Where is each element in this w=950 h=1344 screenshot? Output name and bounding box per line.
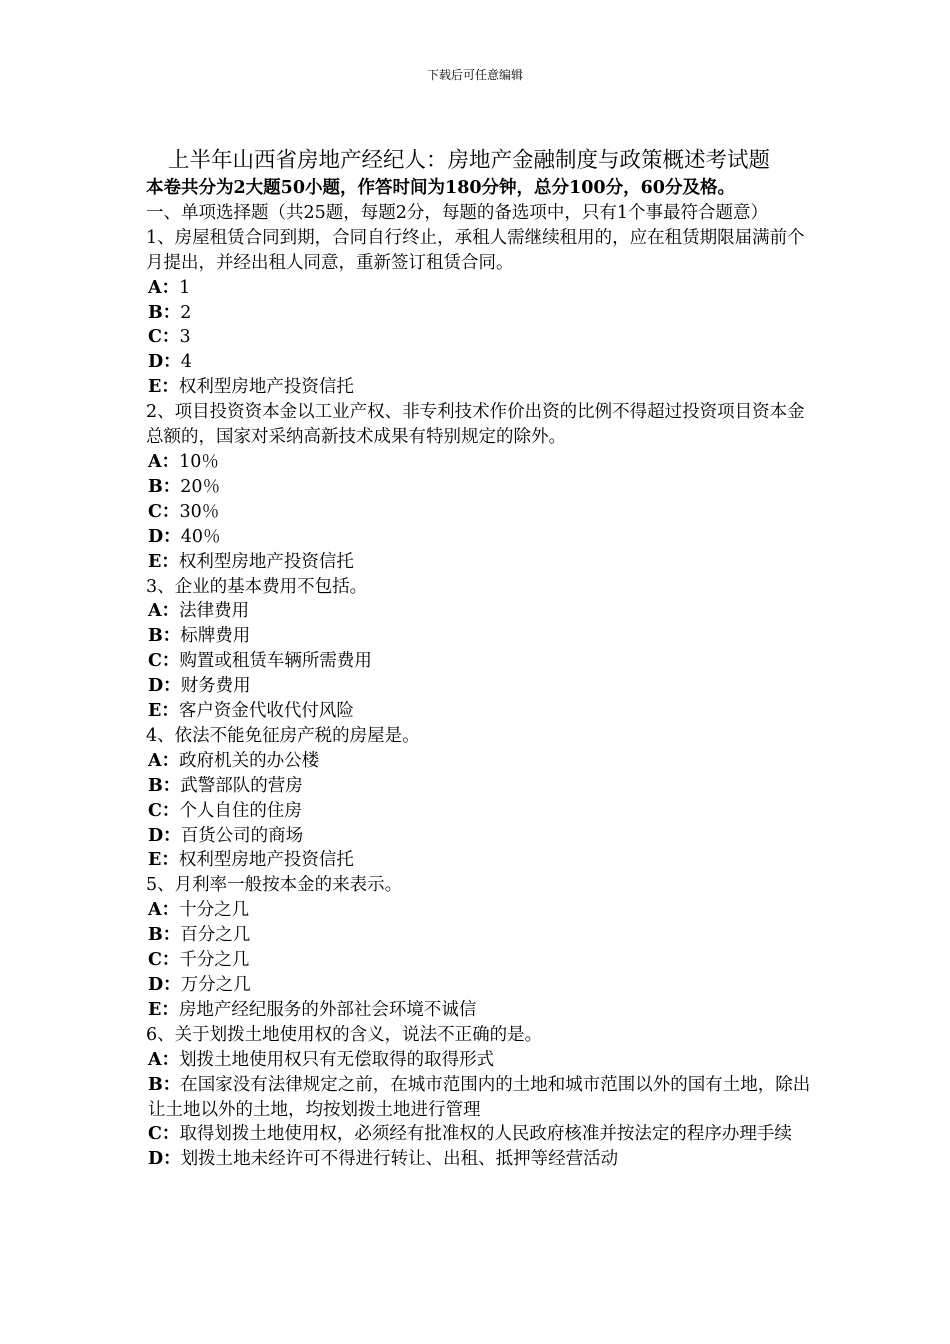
option-text: 40％ [180,526,221,547]
document-body [146,176,811,1172]
option-text: 千分之几 [179,950,250,971]
option-text: 20％ [180,476,221,497]
answer-option [146,325,811,350]
answer-option [146,649,811,674]
option-key: C： [148,950,180,971]
option-key: A： [148,750,180,771]
answer-option [146,624,811,649]
answer-option [146,599,811,624]
answer-option [146,475,811,500]
option-key: E： [148,701,179,722]
option-key: C： [148,327,180,348]
option-text: 标牌费用 [180,626,251,647]
answer-option [146,301,811,326]
question-item [146,400,811,574]
option-key: C： [148,1124,180,1145]
question-stem: 3、企业的基本费用不包括。 [146,576,368,597]
answer-option [146,699,811,724]
question-stem: 5、月利率一般按本金的来表示。 [146,875,403,896]
answer-option [146,898,811,923]
option-key: D： [148,1149,181,1170]
option-text: 划拨土地使用权只有无偿取得的取得形式 [179,1049,495,1070]
option-text: 房地产经纪服务的外部社会环境不诚信 [178,999,477,1020]
option-text: 1 [179,277,191,298]
answer-option [146,350,811,375]
option-text: 权利型房地产投资信托 [178,551,354,572]
question-item [146,575,811,724]
question-stem: 2、项目投资资本金以工业产权、非专利技术作价出资的比例不得超过投资项目资本金总额的，国家对采纳高新技术成果有特别规定的除外。 [146,402,805,448]
question-item [146,873,811,1022]
option-key: B： [148,302,181,323]
option-text: 10％ [179,451,219,472]
answer-option [146,276,811,301]
answer-option [146,998,811,1023]
option-key: B： [148,775,181,796]
question-list [146,226,811,1172]
answer-option [146,525,811,550]
answer-option [146,923,811,948]
option-key: B： [148,1074,181,1095]
answer-option [146,450,811,475]
option-text: 权利型房地产投资信托 [178,850,354,871]
option-key: B： [148,925,181,946]
answer-option [146,375,811,400]
option-key: B： [148,476,181,497]
option-key: D： [148,676,181,697]
option-text: 财务费用 [180,676,251,697]
question-item [146,1023,811,1172]
answer-option [146,948,811,973]
document-title: 上半年山西省房地产经纪人：房地产金融制度与政策概述考试题 [168,148,771,173]
option-key: C： [148,800,180,821]
option-text: 购置或租赁车辆所需费用 [179,651,372,672]
option-key: A： [148,451,180,472]
answer-option [146,774,811,799]
answer-option [146,1147,811,1172]
answer-option [146,973,811,998]
option-key: C： [148,501,180,522]
option-text: 2 [180,302,192,323]
option-text: 百分之几 [180,925,251,946]
option-key: D： [148,526,181,547]
option-text: 万分之几 [180,975,251,995]
option-text: 取得划拨土地使用权，必须经有批准权的人民政府核准并按法定的程序办理手续 [179,1124,792,1145]
option-key: E： [148,999,179,1020]
option-text: 划拨土地未经许可不得进行转让、出租、抵押等经营活动 [180,1149,619,1170]
option-text: 客户资金代收代付风险 [178,701,354,722]
option-text: 个人自住的住房 [179,800,302,821]
answer-option [146,500,811,525]
option-text: 4 [180,352,192,373]
answer-option [146,749,811,774]
section-heading: 一、单项选择题（共25题，每题2分，每题的备选项中，只有1个事最符合题意） [146,202,769,223]
exam-summary: 本卷共分为2大题50小题，作答时间为180分钟，总分100分，60分及格。 [146,178,735,198]
question-item [146,226,811,400]
page-header: 下载后可任意编辑 [426,68,523,82]
answer-option [146,799,811,824]
answer-option [146,1048,811,1073]
option-text: 30％ [179,501,220,522]
answer-option [146,550,811,575]
option-key: C： [148,651,180,672]
option-key: E： [148,377,179,398]
option-key: E： [148,551,179,572]
option-key: D： [148,352,181,373]
option-text: 武警部队的营房 [180,775,303,796]
option-key: D： [148,975,181,995]
option-text: 百货公司的商场 [180,825,304,846]
option-key: E： [148,850,179,871]
option-text: 权利型房地产投资信托 [178,377,354,398]
question-stem: 6、关于划拨土地使用权的含义，说法不正确的是。 [146,1024,543,1045]
option-text: 政府机关的办公楼 [179,750,320,771]
answer-option [146,1122,811,1147]
option-key: A： [148,900,180,921]
option-text: 法律费用 [179,601,250,622]
option-text: 3 [179,327,191,348]
option-text: 十分之几 [179,900,250,921]
option-key: B： [148,626,181,647]
answer-option [146,1073,811,1123]
option-text: 在国家没有法律规定之前，在城市范围内的土地和城市范围以外的国有土地，除出让土地以外的土地，均按划拨土地进行管理 [148,1074,811,1120]
question-item [146,724,811,873]
answer-option [146,848,811,873]
answer-option [146,824,811,849]
option-key: D： [148,825,181,846]
option-key: A： [148,277,180,298]
answer-option [146,674,811,699]
question-stem: 1、房屋租赁合同到期，合同自行终止，承租人需继续租用的，应在租赁期限届满前个月提出，并经出租人同意，重新签订租赁合同。 [146,227,805,273]
option-key: A： [148,601,180,622]
question-stem: 4、依法不能免征房产税的房屋是。 [146,725,420,746]
option-key: A： [148,1049,180,1070]
